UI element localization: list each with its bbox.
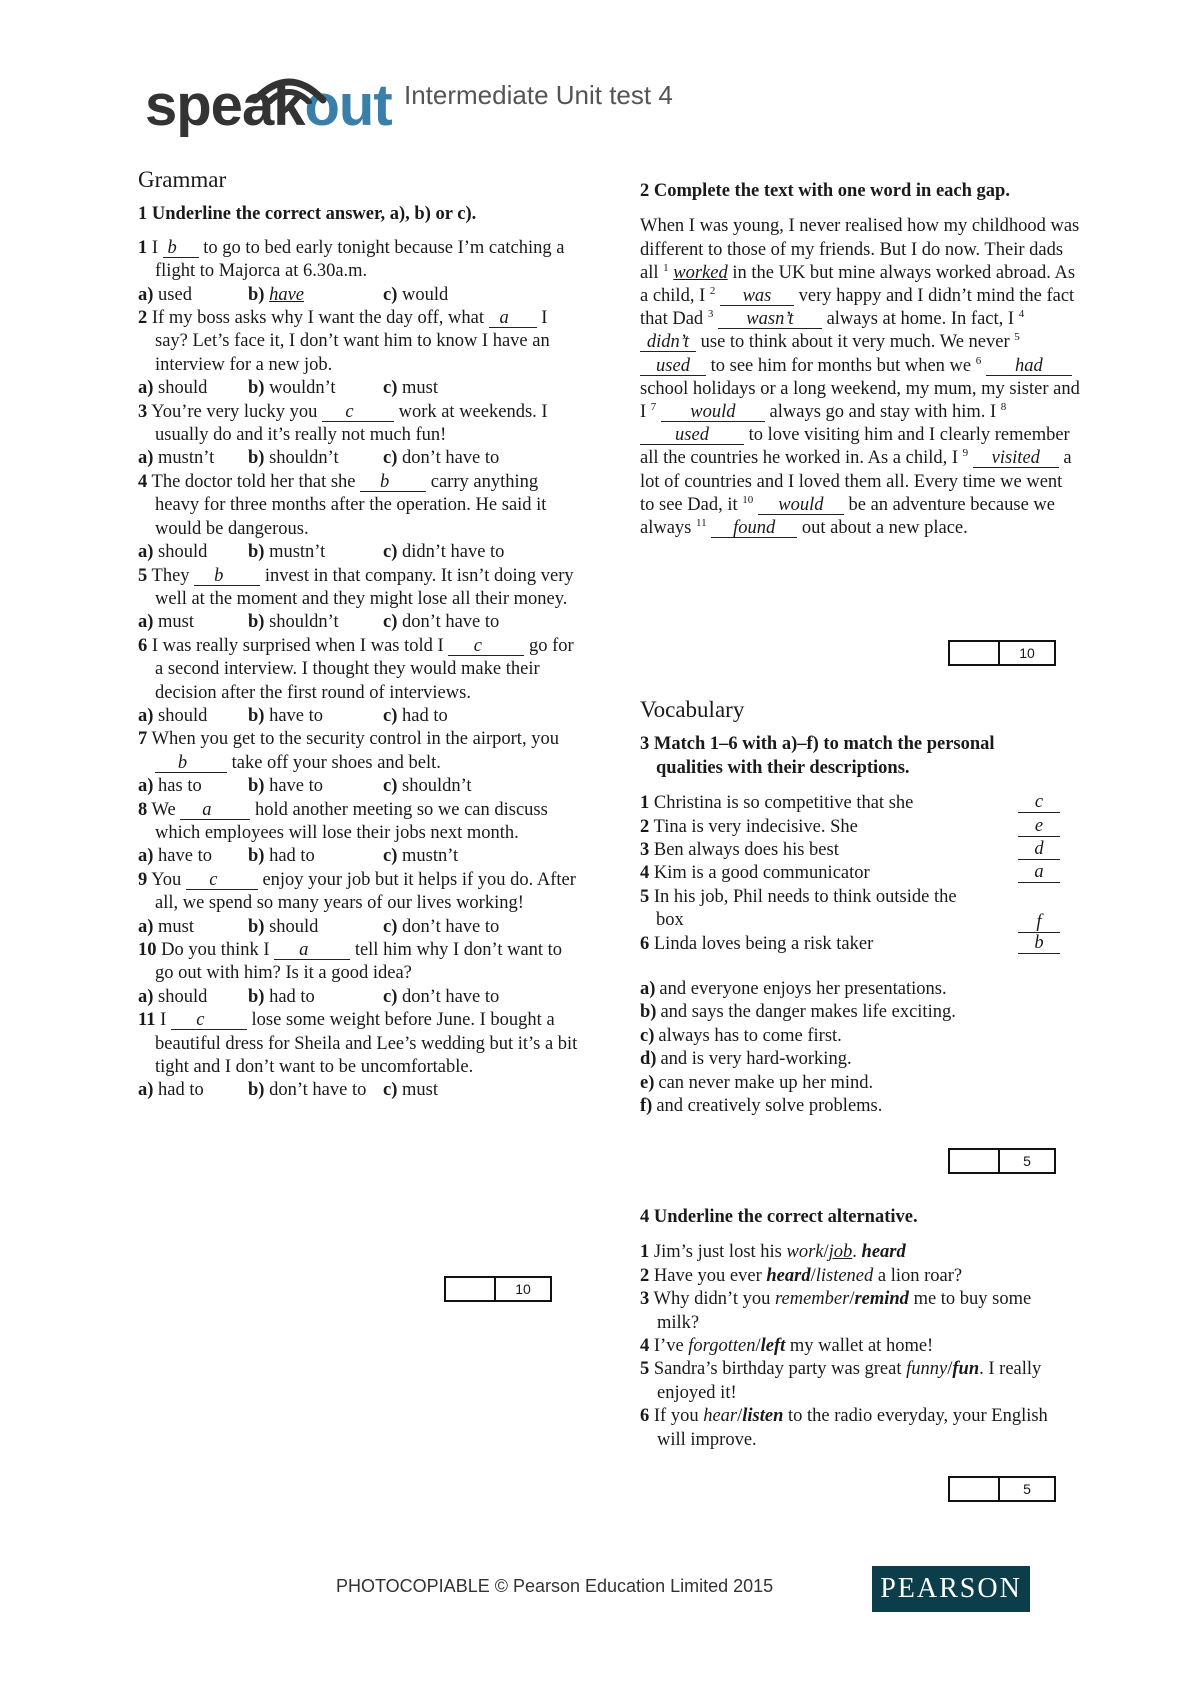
question-2: 2 If my boss asks why I want the day off, what a I say? Let’s face it, I don’t want him to know I have an interview for a new job. a) should b) wouldn’t c) must <box>138 308 550 399</box>
unit-title: Intermediate Unit test 4 <box>404 80 673 110</box>
question-10: 10 Do you think I a tell him why I don’t want to go out with him? Is it a good idea? a) should b) had to c) don’t have to <box>138 940 563 1007</box>
alternatives-section <box>640 1206 1070 1452</box>
match-item: 1 Christina is so competitive that she c <box>640 792 1060 815</box>
question-9: 9 You c enjoy your job but it helps if you do. After all, we spend so many years of our lives working! a) must b) should c) don’t have to <box>138 869 576 937</box>
grammar-title: Grammar <box>138 167 227 192</box>
description-item: c) always has to come first. <box>640 1025 842 1046</box>
question-3: 3 You’re very lucky you c work at weekends. I usually do and it’s really not much fun! a) mustn’t b) shouldn’t c) don’t have to <box>138 401 548 469</box>
match-item: 5 In his job, Phil needs to think outside the box f <box>640 886 1060 933</box>
question-8: 8 We a hold another meeting so we can discuss which employees will lose their jobs next month. a) have to b) had to c) mustn’t <box>138 799 548 867</box>
match-item: 6 Linda loves being a risk taker b <box>640 933 1060 956</box>
vocabulary-instruction: 3 Match 1–6 with a)–f) to match the personal qualities with their descriptions. <box>640 734 995 778</box>
match-item: 2 Tina is very indecisive. She e <box>640 816 1060 839</box>
completion-instruction: 2 Complete the text with one word in each gap. <box>640 181 1010 201</box>
description-item: f) and creatively solve problems. <box>640 1096 883 1117</box>
description-item: a) and everyone enjoys her presentations. <box>640 979 947 1000</box>
question-5: 5 They b invest in that company. It isn’t doing very well at the moment and they might lose all their money. a) must b) shouldn’t c) don’t have to <box>138 565 574 633</box>
copyright-footer: PHOTOCOPIABLE © Pearson Education Limited 2015 <box>336 1576 774 1596</box>
match-item: 4 Kim is a good communicator a <box>640 862 1060 885</box>
match-item: 3 Ben always does his best d <box>640 839 1060 862</box>
alternative-item-5: 5 Sandra’s birthday party was great funny/fun. I really enjoyed it! <box>640 1359 1042 1403</box>
question-4: 4 The doctor told her that she b carry anything heavy for three months after the operation. He said it would be dangerous. a) should b) mustn’t c) didn’t have to <box>138 471 547 563</box>
grammar-score-box: 10 <box>444 1276 552 1302</box>
alternatives-instruction: 4 Underline the correct alternative. <box>640 1207 918 1227</box>
alternative-item-1: 1 Jim’s just lost his work/job. heard <box>640 1242 906 1263</box>
vocabulary-score-box: 5 <box>948 1148 1056 1174</box>
pearson-logo: PEARSON <box>872 1566 1030 1612</box>
alternative-item-4: 4 I’ve forgotten/left my wallet at home! <box>640 1336 934 1357</box>
vocabulary-section <box>640 698 1060 1119</box>
grammar-column <box>138 168 578 1103</box>
alternative-item-2: 2 Have you ever heard/listened a lion roar? <box>640 1265 963 1286</box>
vocabulary-title: Vocabulary <box>640 697 745 722</box>
description-item: e) can never make up her mind. <box>640 1072 874 1093</box>
question-6: 6 I was really surprised when I was told I c go for a second interview. I thought they would make their decision after the first round of interviews. a) should b) have to c) had to <box>138 635 574 726</box>
description-item: d) and is very hard-working. <box>640 1049 852 1070</box>
alternative-item-3: 3 Why didn’t you remember/remind me to buy some milk? <box>640 1289 1032 1333</box>
completion-text: When I was young, I never realised how my childhood was different to those of my friends. But I do now. Their dads all $^1$ worked in the UK but mine always worked abroad. As a child, I $^2$ was very happy and I didn’t mind the fact that Dad $^3$ wasn’t always at home. In fact, I $^4$ didn’t use to think about it very much. We never $^5$ used to see him for months but when we $^6$ had school holidays or a long weekend, my mum, my sister and I $^7$ would always go and stay with him. I $^8$ used to love visiting him and I clearly remember all the countries he worked in. As a child, I $^9$ visited a lot of countries and I loved them all. Every time we went to see Dad, it $^{10}$ would be an adventure because we always $^{11}$ found out about a new place. <box>640 216 1080 539</box>
speakout-logo <box>145 72 392 139</box>
brand-out: out <box>304 73 392 138</box>
wifi-waves-icon <box>249 70 329 104</box>
brand-speak: speak <box>145 73 305 138</box>
question-7: 7 When you get to the security control in the airport, you b take off your shoes and belt. a) has to b) have to c) shouldn’t <box>138 729 559 797</box>
grammar-instruction: 1 Underline the correct answer, a), b) or c). <box>138 204 477 225</box>
description-item: b) and says the danger makes life exciting. <box>640 1002 956 1023</box>
question-11: 11 I c lose some weight before June. I bought a beautiful dress for Sheila and Lee’s wedding but it’s a bit tight and I don’t want to be uncomfortable. a) had to b) don’t have to c) must <box>138 1010 578 1101</box>
question-1: 1 I b to go to bed early tonight because I’m catching a flight to Majorca at 6.30a.m. a) used b) have c) would <box>138 237 565 305</box>
completion-column <box>640 180 1080 540</box>
completion-score-box: 10 <box>948 640 1056 666</box>
alternatives-score-box: 5 <box>948 1476 1056 1502</box>
alternative-item-6: 6 If you hear/listen to the radio everyday, your English will improve. <box>640 1406 1048 1450</box>
